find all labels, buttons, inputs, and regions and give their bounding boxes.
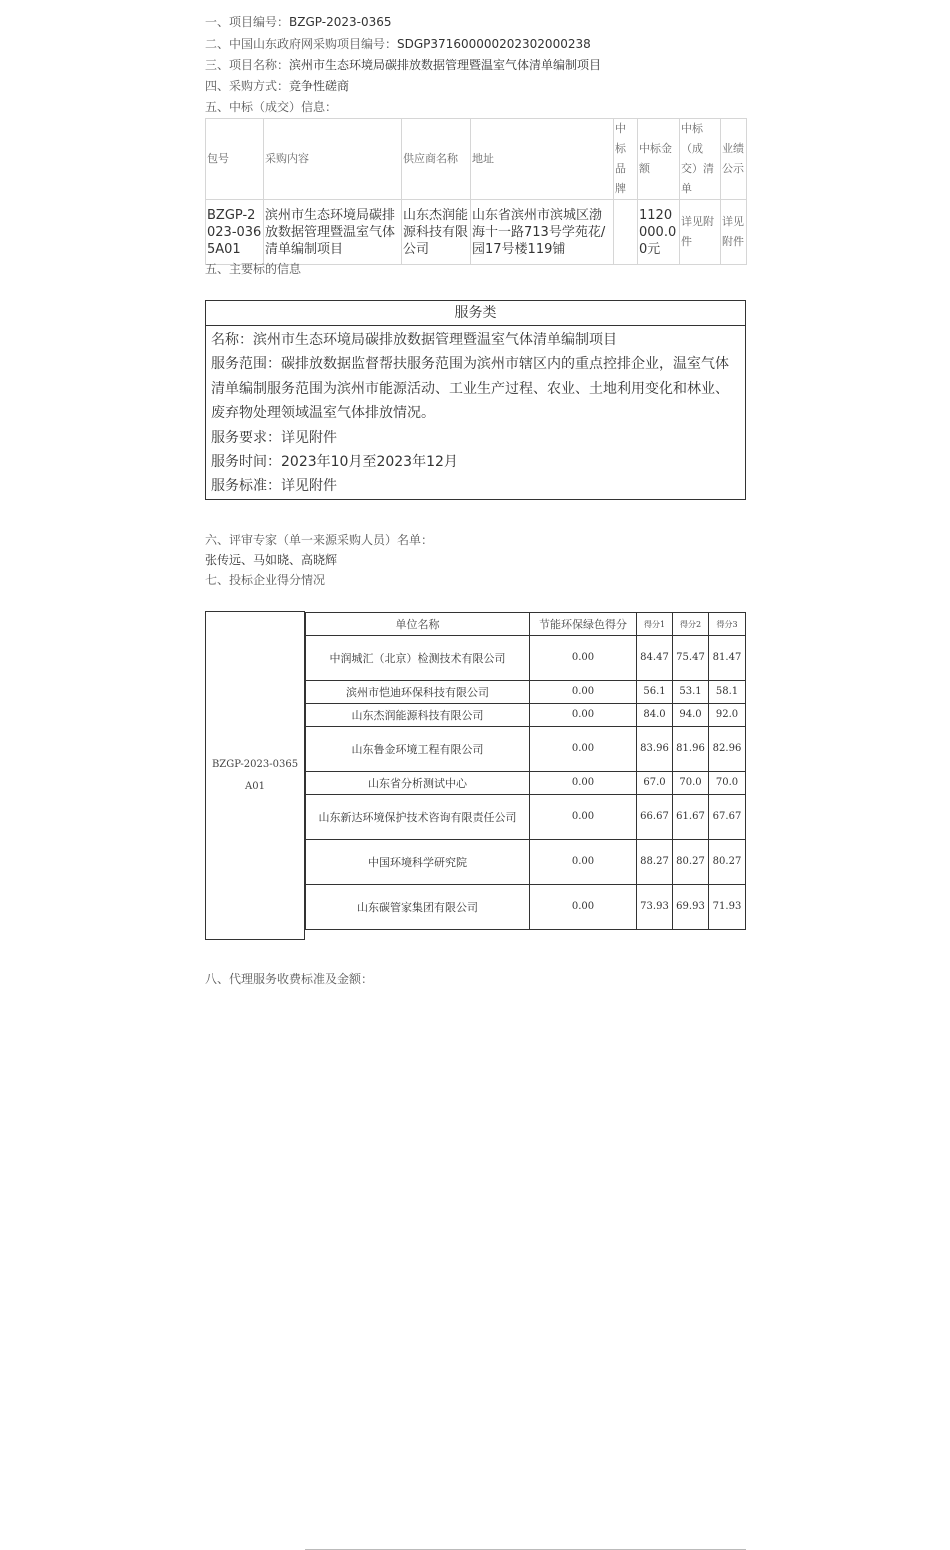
service-standard: 服务标准：详见附件 [211, 478, 337, 495]
scores-heading: 七、投标企业得分情况 [205, 573, 326, 587]
score-2: 70.0 [673, 772, 709, 795]
experts-names: 张传远、马如晓、高晓辉 [205, 553, 338, 567]
company-name: 中润城汇（北京）检测技术有限公司 [306, 636, 530, 681]
agency-fee-heading: 八、代理服务收费标准及金额： [205, 972, 374, 986]
header-list: 中标（成交）清单 [680, 119, 721, 200]
score-3: 58.1 [709, 681, 746, 704]
score-row [306, 636, 746, 681]
cell-amount: 1120000.00元 [638, 200, 680, 265]
sdgp-number-label: 二、中国山东政府网采购项目编号： [205, 37, 398, 51]
score-1: 84.0 [637, 704, 673, 727]
cell-supplier: 山东杰润能源科技有限公司 [402, 200, 471, 265]
green-score: 0.00 [530, 636, 637, 681]
score-header-s1: 得分1 [637, 613, 673, 636]
company-name: 山东新达环境保护技术咨询有限责任公司 [306, 795, 530, 840]
score-row [306, 727, 746, 772]
cell-content: 滨州市生态环境局碳排放数据管理暨温室气体清单编制项目 [264, 200, 402, 265]
service-scope: 服务范围：碳排放数据监督帮扶服务范围为滨州市辖区内的重点控排企业，温室气体清单编制服务范围为滨州市能源活动、工业生产过程、农业、土地利用变化和林业、废弃物处理领域温室气体排放情况。 [211, 356, 729, 422]
score-header-row [306, 613, 746, 636]
green-score: 0.00 [530, 795, 637, 840]
score-1: 83.96 [637, 727, 673, 772]
award-info-heading: 五、中标（成交）信息： [205, 100, 338, 114]
experts-heading: 六、评审专家（单一来源采购人员）名单： [205, 533, 434, 547]
score-1: 88.27 [637, 840, 673, 885]
score-row [306, 704, 746, 727]
main-subject-heading: 五、主要标的信息 [205, 262, 302, 276]
sdgp-number-value: SDGP371600000202302000238 [397, 37, 591, 51]
score-2: 53.1 [673, 681, 709, 704]
score-3: 67.67 [709, 795, 746, 840]
score-row [306, 795, 746, 840]
score-1: 67.0 [637, 772, 673, 795]
score-row [306, 681, 746, 704]
cell-performance[interactable]: 详见附件 [721, 200, 747, 265]
score-1: 84.47 [637, 636, 673, 681]
project-number-label: 一、项目编号： [205, 15, 290, 29]
score-1: 56.1 [637, 681, 673, 704]
score-package-label: BZGP-2023-0365 A01 [211, 758, 299, 792]
project-name-value: 滨州市生态环境局碳排放数据管理暨温室气体清单编制项目 [289, 58, 602, 72]
company-name: 中国环境科学研究院 [306, 840, 530, 885]
company-name: 滨州市恺迪环保科技有限公司 [306, 681, 530, 704]
header-content: 采购内容 [264, 119, 402, 200]
green-score: 0.00 [530, 772, 637, 795]
project-name-label: 三、项目名称： [205, 58, 290, 72]
score-table [305, 612, 746, 930]
score-2: 80.27 [673, 840, 709, 885]
header-address: 地址 [471, 119, 614, 200]
header-package: 包号 [206, 119, 264, 200]
procurement-method-label: 四、采购方式： [205, 79, 290, 93]
sdgp-number [205, 36, 591, 52]
green-score: 0.00 [530, 727, 637, 772]
award-table-row [206, 200, 747, 265]
procurement-method-value: 竞争性磋商 [289, 79, 350, 93]
company-name: 山东杰润能源科技有限公司 [306, 704, 530, 727]
procurement-method [205, 78, 349, 94]
project-name [205, 57, 601, 73]
cell-list[interactable]: 详见附件 [680, 200, 721, 265]
score-3: 70.0 [709, 772, 746, 795]
company-name: 山东鲁金环境工程有限公司 [306, 727, 530, 772]
score-header-s2: 得分2 [673, 613, 709, 636]
score-3: 71.93 [709, 885, 746, 930]
green-score: 0.00 [530, 840, 637, 885]
company-name: 山东碳管家集团有限公司 [306, 885, 530, 930]
score-2: 75.47 [673, 636, 709, 681]
score-1: 66.67 [637, 795, 673, 840]
score-header-green: 节能环保绿色得分 [530, 613, 637, 636]
service-info-box [205, 300, 746, 500]
score-2: 69.93 [673, 885, 709, 930]
score-2: 94.0 [673, 704, 709, 727]
score-2: 61.67 [673, 795, 709, 840]
header-supplier: 供应商名称 [402, 119, 471, 200]
cell-brand [614, 200, 638, 265]
score-3: 80.27 [709, 840, 746, 885]
header-amount: 中标金额 [638, 119, 680, 200]
green-score: 0.00 [530, 885, 637, 930]
score-3: 82.96 [709, 727, 746, 772]
green-score: 0.00 [530, 704, 637, 727]
award-table [205, 118, 747, 265]
header-performance: 业绩公示 [721, 119, 747, 200]
score-package-cell [205, 611, 305, 940]
company-name: 山东省分析测试中心 [306, 772, 530, 795]
cell-address: 山东省滨州市滨城区渤海十一路713号学苑花/园17号楼119铺 [471, 200, 614, 265]
score-table-wrap [205, 611, 746, 940]
award-table-header-row [206, 119, 747, 200]
green-score: 0.00 [530, 681, 637, 704]
score-1: 73.93 [637, 885, 673, 930]
service-time: 服务时间：2023年10月至2023年12月 [211, 454, 458, 471]
score-row [306, 772, 746, 795]
header-brand: 中标品牌 [614, 119, 638, 200]
score-header-s3: 得分3 [709, 613, 746, 636]
score-table-footer-line [305, 1539, 746, 1550]
score-row [306, 840, 746, 885]
score-3: 92.0 [709, 704, 746, 727]
score-header-company: 单位名称 [306, 613, 530, 636]
cell-package: BZGP-2023-0365A01 [206, 200, 264, 265]
project-number [205, 14, 391, 30]
score-row [306, 885, 746, 930]
project-number-value: BZGP-2023-0365 [289, 15, 392, 29]
score-3: 81.47 [709, 636, 746, 681]
service-title: 服务类 [206, 301, 745, 326]
service-body [206, 326, 745, 499]
service-name: 名称：滨州市生态环境局碳排放数据管理暨温室气体清单编制项目 [211, 332, 617, 348]
service-requirement: 服务要求：详见附件 [211, 429, 337, 446]
score-2: 81.96 [673, 727, 709, 772]
